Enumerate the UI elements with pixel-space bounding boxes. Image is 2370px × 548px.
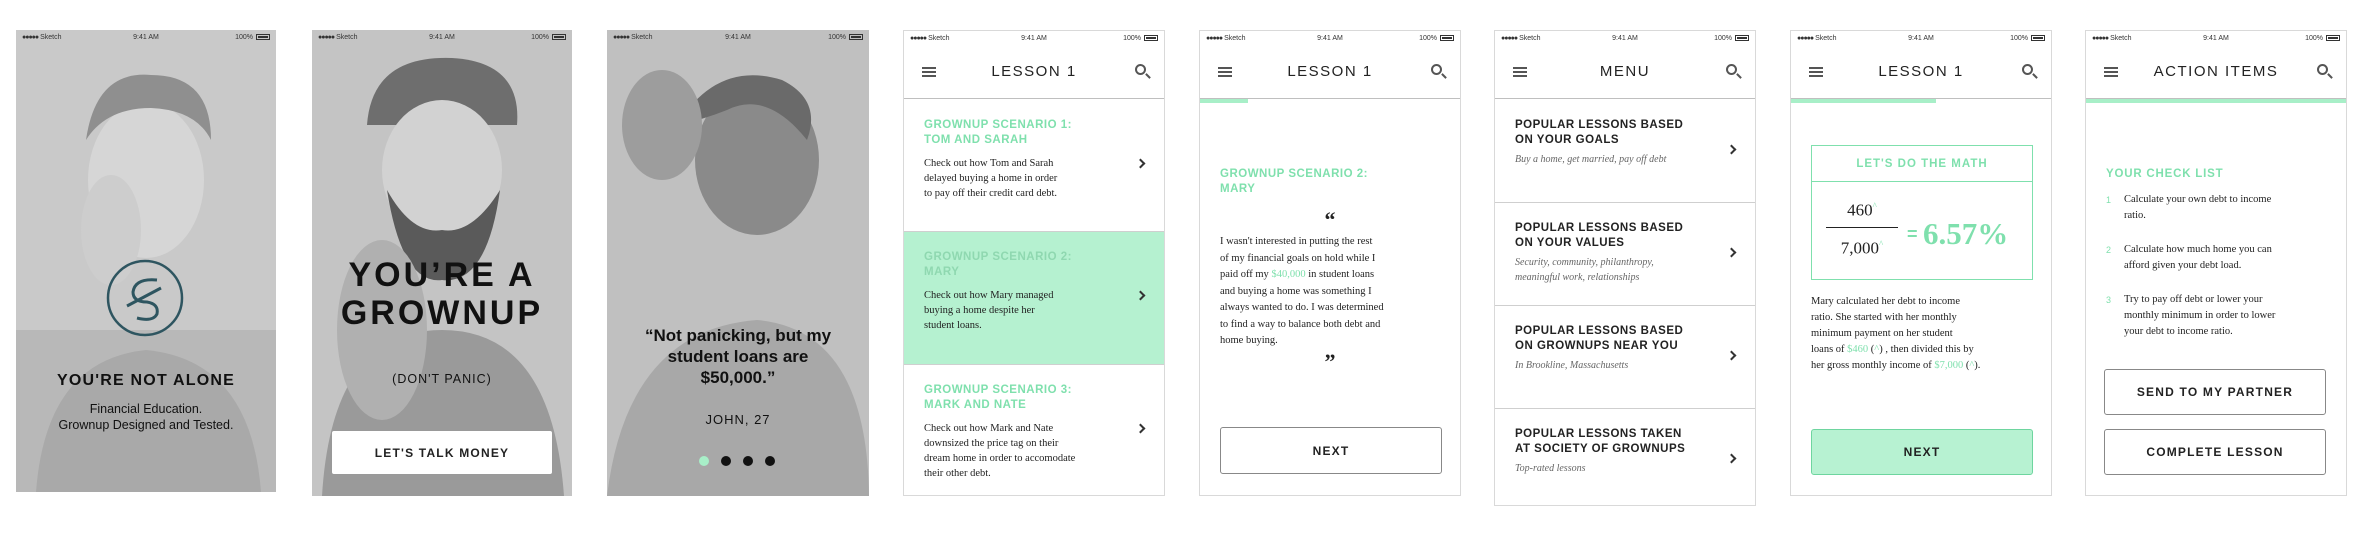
status-bar: ●●●●● Sketch 9:41 AM 100% [1200,31,1460,45]
menu-item-top-rated[interactable]: POPULAR LESSONS TAKEN AT SOCIETY OF GROWNUPS Top-rated lessons [1495,409,1755,506]
onboarding-screen-1 [16,30,276,492]
quote-line-1: “Not panicking, but my [644,326,832,345]
scenario-item-2[interactable]: GROWNUP SCENARIO 2: MARY Check out how Mary managed buying a home despite her student loans. [904,232,1164,365]
header [1791,45,2051,99]
action-items-screen [2085,30,2347,496]
lets-talk-money-button[interactable]: LET'S TALK MONEY [331,430,553,475]
next-button[interactable]: NEXT [1811,429,2033,475]
search-icon[interactable] [2022,64,2033,75]
menu-item-values[interactable]: POPULAR LESSONS BASED ON YOUR VALUES Security, community, philanthropy, meaningful work, relationships [1495,203,1755,306]
hero-title-line-1: YOU’RE A [348,256,536,294]
quote-body: I wasn't interested in putting the rest of my financial goals on hold while I paid off my $40,000 in student loans and buying a home was something I always wanted to do. I was determined to find a way to balance both debt and home buying. [1220,236,1384,346]
scenario-quote-screen [1199,30,1461,496]
fraction: 460^ 7,000^ [1826,194,1898,261]
subtitle-line-2: Grownup Designed and Tested. [58,418,234,432]
status-bar: ●●●●● Sketch 9:41 AM 100% [2086,31,2346,45]
page-indicator [699,456,775,466]
loan-amount: $40,000 [1271,269,1306,280]
next-button[interactable]: NEXT [1220,427,1442,474]
scenario-heading-2: MARY [1220,183,1256,195]
math-explanation: Mary calculated her debt to income ratio. She started with her monthly minimum payment on her student loans of $460 (^) , then divided this by her gross monthly income of $7,000 (^). [1811,296,1981,371]
scenario-item-1[interactable]: GROWNUP SCENARIO 1: TOM AND SARAH Check out how Tom and Sarah delayed buying a home in order to pay off their credit card debt. [904,100,1164,232]
onboarding-screen-3 [607,30,869,496]
menu-icon[interactable] [1513,67,1527,77]
menu-item-goals[interactable]: POPULAR LESSONS BASED ON YOUR GOALS Buy a home, get married, pay off debt [1495,100,1755,203]
math-screen [1790,30,2052,496]
quote-author: JOHN, 27 [705,412,771,427]
math-box [1811,145,2033,280]
status-bar: ●●●●● Sketch 9:41 AM 100% [16,30,276,44]
status-bar: ●●●●● Sketch 9:41 AM 100% [312,30,572,44]
page-title: LESSON 1 [1287,63,1373,80]
progress-bar [2086,99,2347,103]
scenario-heading-1: GROWNUP SCENARIO 2: [1220,168,1368,180]
send-to-partner-button[interactable]: SEND TO MY PARTNER [2104,369,2326,415]
tagline: YOU'RE NOT ALONE [57,372,235,389]
quote-line-3: $50,000.” [700,368,776,387]
hero-subtitle: (DON'T PANIC) [392,372,492,386]
subtitle-line-1: Financial Education. [89,402,203,416]
menu-item-nearby[interactable]: POPULAR LESSONS BASED ON GROWNUPS NEAR YOU In Brookline, Massachusetts [1495,306,1755,409]
page-title: ACTION ITEMS [2153,63,2279,80]
complete-lesson-button[interactable]: COMPLETE LESSON [2104,429,2326,475]
ratio-result: 6.57% [1923,216,2009,251]
numerator: 460 [1847,200,1873,220]
page-dot[interactable] [721,456,731,466]
status-bar: ●●●●● Sketch 9:41 AM 100% [607,30,869,44]
status-bar: ●●●●● Sketch 9:41 AM 100% [1791,31,2051,45]
close-quote-icon: ” [1324,349,1336,374]
page-dot[interactable] [743,456,753,466]
header [1495,45,1755,99]
menu-screen [1494,30,1756,506]
open-quote-icon: “ [1324,207,1336,232]
checklist-item: 1 Calculate your own debt to income ratio. [2106,194,2272,221]
checklist-item: 3 Try to pay off debt or lower your monthly minimum in order to lower your debt to income ratio. [2106,294,2276,337]
denominator: 7,000 [1840,238,1879,258]
progress-bar [1791,99,1936,103]
page-title: LESSON 1 [991,63,1077,80]
search-icon[interactable] [1431,64,1442,75]
checklist-item: 2 Calculate how much home you can afford given your debt load. [2106,244,2272,271]
page-dot-active[interactable] [699,456,709,466]
search-icon[interactable] [1726,64,1737,75]
lesson-list-screen [903,30,1165,496]
page-dot[interactable] [765,456,775,466]
menu-icon[interactable] [922,67,936,77]
header [2086,45,2346,99]
equals-sign: = [1907,224,1918,244]
onboarding-screen-2 [312,30,572,496]
search-icon[interactable] [2317,64,2328,75]
status-bar: ●●●●● Sketch 9:41 AM 100% [1495,31,1755,45]
menu-icon[interactable] [1218,67,1232,77]
checklist-heading: YOUR CHECK LIST [2106,168,2224,180]
page-title: LESSON 1 [1878,63,1964,80]
search-icon[interactable] [1135,64,1146,75]
header [1200,45,1460,99]
quote-line-2: student loans are [667,347,809,366]
menu-icon[interactable] [1809,67,1823,77]
math-box-title: LET'S DO THE MATH [1812,146,2032,182]
scenario-item-3[interactable]: GROWNUP SCENARIO 3: MARK AND NATE Check out how Mark and Nate downsized the price tag on their dream home in order to accomodate their other debt. [904,365,1164,496]
status-bar: ●●●●● Sketch 9:41 AM 100% [904,31,1164,45]
grownup-logo-icon [105,258,185,338]
header [904,45,1164,99]
progress-bar [1200,99,1248,103]
page-title: MENU [1599,63,1651,80]
hero-title-line-2: GROWNUP [340,294,544,332]
menu-icon[interactable] [2104,67,2118,77]
